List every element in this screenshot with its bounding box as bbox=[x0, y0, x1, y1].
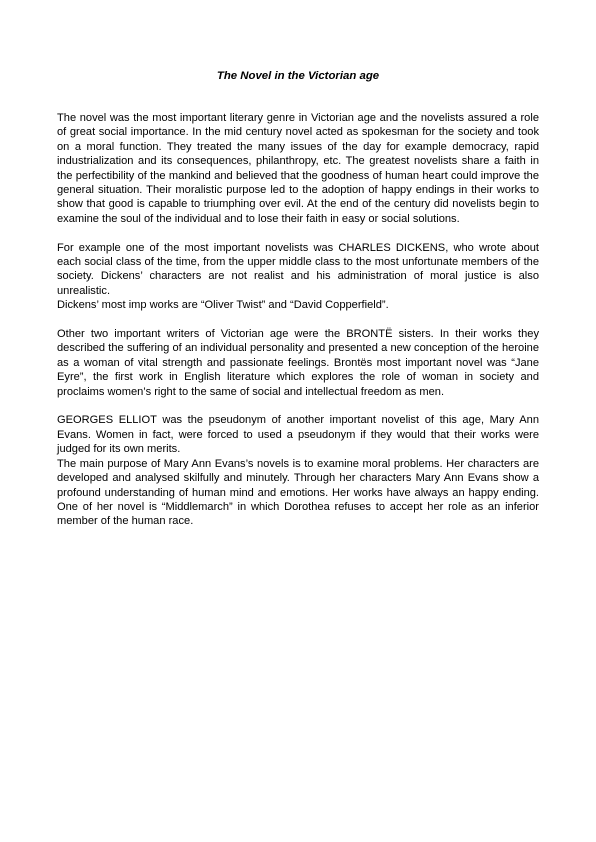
paragraph-gap bbox=[57, 399, 539, 413]
paragraph-gap bbox=[57, 226, 539, 240]
paragraph-eliot: GEORGES ELLIOT was the pseudonym of another important novelist of this age, Mary Ann Evans. Women in fact, were forced to used a pseudonym if they would that their works were judged for its own merits. bbox=[57, 414, 539, 456]
paragraph-evans: The main purpose of Mary Ann Evans’s novels is to examine moral problems. Her characters are developed and analysed skilfully and minutely. Through her characters Mary Ann Evans show a profound understanding of human mind and emotions. Her works have always an happy ending. One of her novel is “Middlemarch” in which Dorothea refuses to accept her role as an inferior member of the human race. bbox=[57, 457, 539, 528]
paragraph-gap bbox=[57, 313, 539, 327]
document-body bbox=[57, 111, 539, 529]
paragraph-dickens-works: Dickens’ most imp works are “Oliver Twist” and “David Copperfield”. bbox=[57, 299, 389, 312]
paragraph-intro: The novel was the most important literary genre in Victorian age and the novelists assured a role of great social importance. In the mid century novel acted as spokesman for the society and took on a moral function. They treated the many issues of the day for example democracy, rapid industrialization and its consequences, philanthropy, etc. The greatest novelists share a faith in the perfectibility of the mankind and believed that the goodness of human heart could improve the general situation. Their moralistic purpose led to the adoption of happy endings in their works to show that good is capable to triumphing over evil. At the end of the century did novelists begin to examine the soul of the individual and to lose their faith in easy or social solutions. bbox=[57, 112, 539, 225]
paragraph-dickens: For example one of the most important novelists was CHARLES DICKENS, who wrote about each social class of the time, from the upper middle class to the most unfortunate members of the society. Dickens’ characters are not realist and his administration of moral justice is also unrealistic. bbox=[57, 241, 539, 297]
paragraph-bronte: Other two important writers of Victorian age were the BRONTË sisters. In their works they described the suffering of an individual personality and presented a new conception of the heroine as a woman of vital strength and passionate feelings. Brontës most important novel was “Jane Eyre”, the first work in English literature which explores the role of woman in society and proclaims women’s right to the same of social and intellectual freedom as men. bbox=[57, 328, 539, 398]
document-title: The Novel in the Victorian age bbox=[216, 70, 380, 82]
